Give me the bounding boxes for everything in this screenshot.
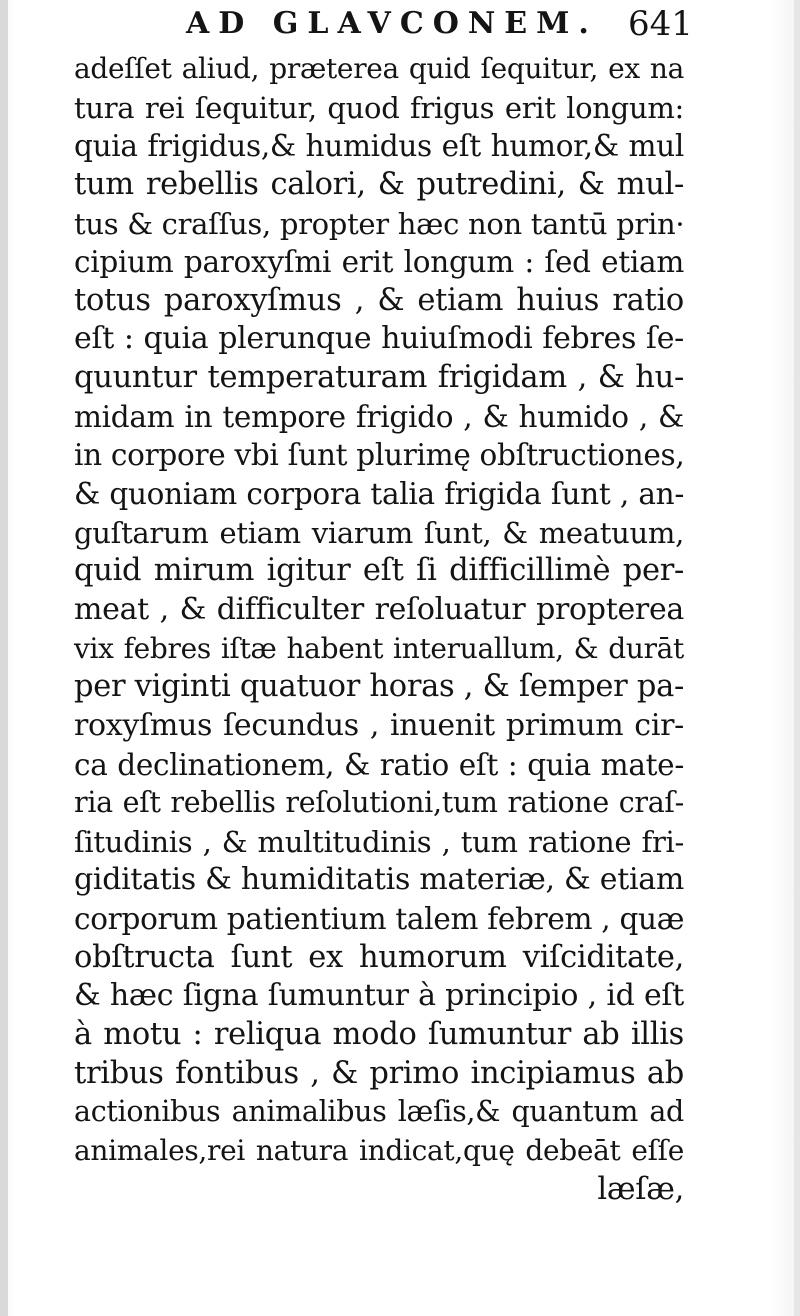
page-number: 641 [628, 4, 693, 44]
body-text [74, 50, 684, 1209]
text-line: eſt : quia plerunque huiuſmodi febres ſe- [74, 321, 684, 357]
text-line: meat , & difficulter reſoluatur propterea [74, 591, 684, 627]
text-line: guſtarum etiam viarum ſunt, & meatuum, [74, 515, 684, 550]
text-line: tribus fontibus , & primo incipiamus ab [74, 1055, 684, 1091]
text-line: midam in tempore frigido , & humido , & [74, 399, 684, 434]
text-line: à motu : reliqua modo ſumuntur ab illis [74, 1017, 684, 1053]
page-gutter-shadow [0, 0, 8, 1316]
text-line: totus paroxyſmus , & etiam huius ratio [74, 282, 684, 318]
text-line: actionibus animalibus læſis,& quantum ad [74, 1095, 684, 1129]
text-line: quid mirum igitur eſt ſi difficillimè per- [74, 553, 684, 589]
text-line: & hæc ſigna ſumuntur à principio , id eſt [74, 978, 684, 1014]
text-line-catchword: læſæ, [597, 1171, 684, 1207]
page-edge-shadow [794, 0, 800, 1316]
text-line: obſtructa ſunt ex humorum viſciditate, [74, 939, 684, 975]
text-line: ca declinationem, & ratio eſt : quia mate- [74, 747, 684, 782]
text-line: giditatis & humiditatis materiæ, & etiam [74, 862, 684, 898]
text-line: tum rebellis calori, & putredini, & mul- [74, 166, 684, 202]
text-line: & quoniam corpora talia frigida ſunt , an- [74, 477, 684, 512]
text-line: corporum patientium talem febrem , quæ [74, 902, 685, 937]
text-line: in corpore vbi ſunt plurimę obſtructiones, [74, 438, 685, 473]
text-line: tura rei ſequitur, quod frigus erit longum: [74, 90, 684, 125]
text-line: ſitudinis , & multitudinis , tum ratione fri- [74, 824, 684, 859]
running-head [0, 4, 800, 44]
text-line: ria eſt rebellis reſolutioni,tum ratione craſ- [74, 786, 684, 820]
text-line: animales,rei natura indicat,quę debeāt eſſe [74, 1133, 684, 1167]
text-line: adeſſet aliud, præterea quid ſequitur, ex na [74, 52, 684, 85]
text-line: per viginti quatuor horas , & ſemper pa- [74, 669, 684, 705]
text-line: tus & craſſus, propter hæc non tantū prin· [74, 206, 685, 241]
text-line: vix febres iſtæ habent interuallum, & durāt [74, 631, 684, 665]
text-line: cipium paroxyſmi erit longum : ſed etiam [74, 245, 684, 280]
text-line: quuntur temperaturam frigidam , & hu- [74, 360, 684, 396]
text-line: quia frigidus,& humidus eſt humor,& mul [74, 129, 684, 164]
running-head-title: AD GLAVCONEM. [186, 6, 598, 41]
text-line: roxyſmus ſecundus , inuenit primum cir- [74, 707, 684, 743]
